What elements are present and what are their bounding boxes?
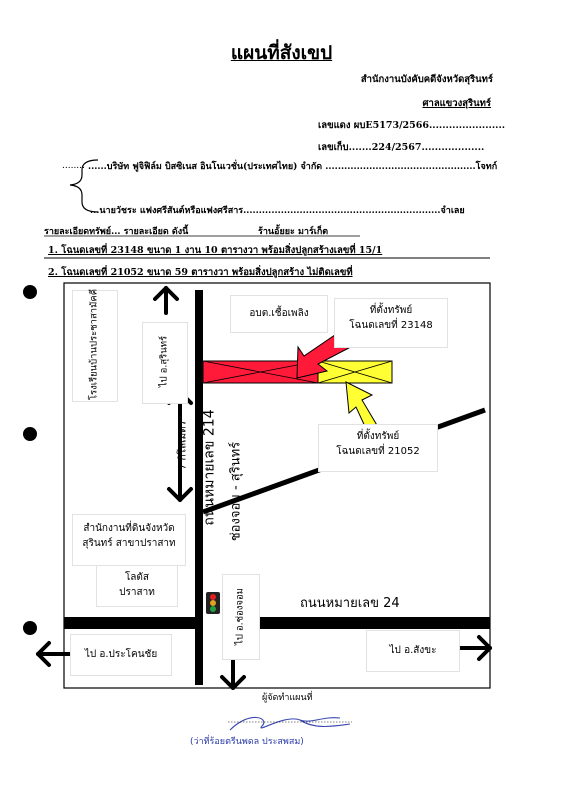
to-sangkha-label: ไป อ.สังขะ xyxy=(366,630,460,672)
punch-hole-3 xyxy=(23,621,37,635)
lotus-line2: ปราสาท xyxy=(119,587,155,598)
mapmaker-label: ผู้จัดทำแผนที่ xyxy=(262,693,313,703)
arrow-down-bottom xyxy=(222,660,244,688)
punch-hole-2 xyxy=(23,427,37,441)
road-24-east xyxy=(259,617,490,629)
property-2-box xyxy=(318,424,438,472)
lotus-box xyxy=(96,565,178,607)
property-1-deed: โฉนดเลขที่ 23148 xyxy=(349,320,433,331)
lot-1-line: 1. โฉนดเลขที่ 23148 ขนาด 1 งาน 10 ตารางวา พร้อมสิ่งปลูกสร้างเลขที่ 15/1 xyxy=(48,245,383,256)
lotus-line1: โลตัส xyxy=(124,572,150,583)
arrow-up-top xyxy=(155,288,177,313)
punch-hole-1 xyxy=(23,285,37,299)
to-prakhonchai-label: ไป อ.ประโคนชัย xyxy=(70,634,172,676)
chongjom-surin-label: ช่องจอม - สุรินทร์ xyxy=(228,441,244,542)
distance-label: 7 กิโลเมตร xyxy=(177,421,189,470)
traffic-light-icon xyxy=(206,592,220,614)
land-office-box xyxy=(72,514,186,566)
property-1-box xyxy=(334,298,448,348)
highway-214-label: ถนนหมายเลข 214 xyxy=(201,409,218,526)
shop-name: ร้านอั้ยยะ มาร์เก็ต xyxy=(258,227,329,237)
property-2-deed: โฉนดเลขที่ 21052 xyxy=(336,446,420,457)
details-line: รายละเอียดทรัพย์... รายละเอียด ดังนี้ xyxy=(44,227,189,237)
office-name: สำนักงานบังคับคดีจังหวัดสุรินทร์ xyxy=(360,74,493,85)
arrow-right xyxy=(460,637,490,659)
plaintiff-line: ......บริษัท ฟูจิฟิล์ม บิสซิเนส อินโนเวชั่น(ประเทศไทย) จำกัด ................................................โจทก์ xyxy=(88,162,498,172)
case-red-number: เลขแดง ผบE5173/2566....................... xyxy=(318,120,506,131)
arrow-left xyxy=(38,643,70,665)
to-surin-label: ไป อ.สุรินทร์ xyxy=(158,335,170,388)
property-1-label: ที่ตั้งทรัพย์ xyxy=(369,305,413,316)
property-2-label: ที่ตั้งทรัพย์ xyxy=(356,431,400,442)
road-24-west xyxy=(64,617,195,629)
case-seq-number: เลขเก็บ.......224/2567................... xyxy=(318,142,485,153)
plaintiff-dots: ........ xyxy=(62,161,85,171)
court-name: ศาลแขวงสุรินทร์ xyxy=(422,98,491,109)
land-office-line1: สำนักงานที่ดินจังหวัด xyxy=(83,523,175,534)
brace xyxy=(70,160,98,212)
signer-name: (ว่าที่ร้อยตรีนพดล ประสพสม) xyxy=(190,737,304,747)
highway-24-label: ถนนหมายเลข 24 xyxy=(300,596,400,611)
land-office-line2: สุรินทร์ สาขาปราสาท xyxy=(82,538,176,549)
obt-label: อบต.เชื้อเพลิง xyxy=(230,295,328,333)
lot-2-line: 2. โฉนดเลขที่ 21052 ขนาด 59 ตารางวา พร้อมสิ่งปลูกสร้าง ไม่ติดเลขที่ xyxy=(48,267,353,278)
page-title: แผนที่สังเขป xyxy=(230,42,333,64)
signature-scribble xyxy=(230,717,350,730)
school-label: โรงเรียนบ้านประชาสามัคคี xyxy=(88,288,100,401)
defendant-line: ...นายวัชระ แฟงศรีสันต์หรือแฟงศรีสาร...............................................................จำเลย xyxy=(90,206,465,216)
to-chongjom-label: ไป อ.ช่องจอม xyxy=(234,588,246,645)
